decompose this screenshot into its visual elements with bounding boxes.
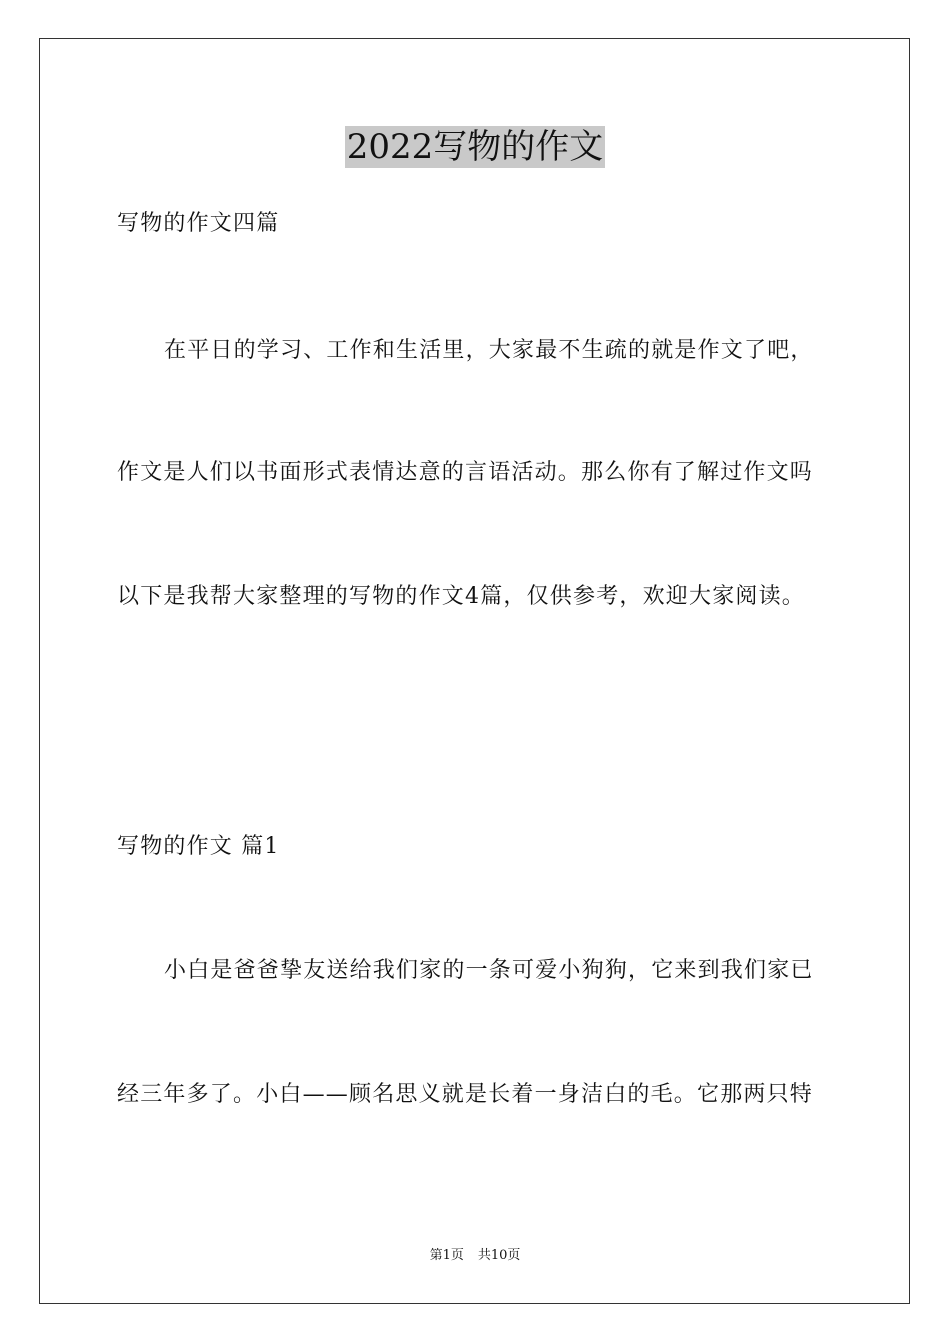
intro-line-3: 以下是我帮大家整理的写物的作文4篇，仅供参考，欢迎大家阅读。 bbox=[117, 584, 805, 609]
intro-line-1: 在平日的学习、工作和生活里，大家最不生疏的就是作文了吧， bbox=[164, 338, 814, 363]
page-footer bbox=[0, 1247, 950, 1265]
document-subtitle: 写物的作文四篇 bbox=[117, 211, 280, 236]
intro-line-2: 作文是人们以书面形式表情达意的言语活动。那么你有了解过作文吗 bbox=[117, 460, 814, 485]
page-total: 共10页 bbox=[477, 1248, 521, 1263]
section-heading: 写物的作文 篇1 bbox=[117, 834, 280, 859]
body-line-1: 小白是爸爸挚友送给我们家的一条可爱小狗狗，它来到我们家已 bbox=[164, 958, 814, 983]
page-number: 第1页 bbox=[429, 1248, 464, 1263]
document-title: 2022写物的作文 bbox=[346, 127, 604, 167]
title-container bbox=[0, 126, 950, 168]
body-line-2: 经三年多了。小白——顾名思义就是长着一身洁白的毛。它那两只特 bbox=[117, 1082, 814, 1107]
